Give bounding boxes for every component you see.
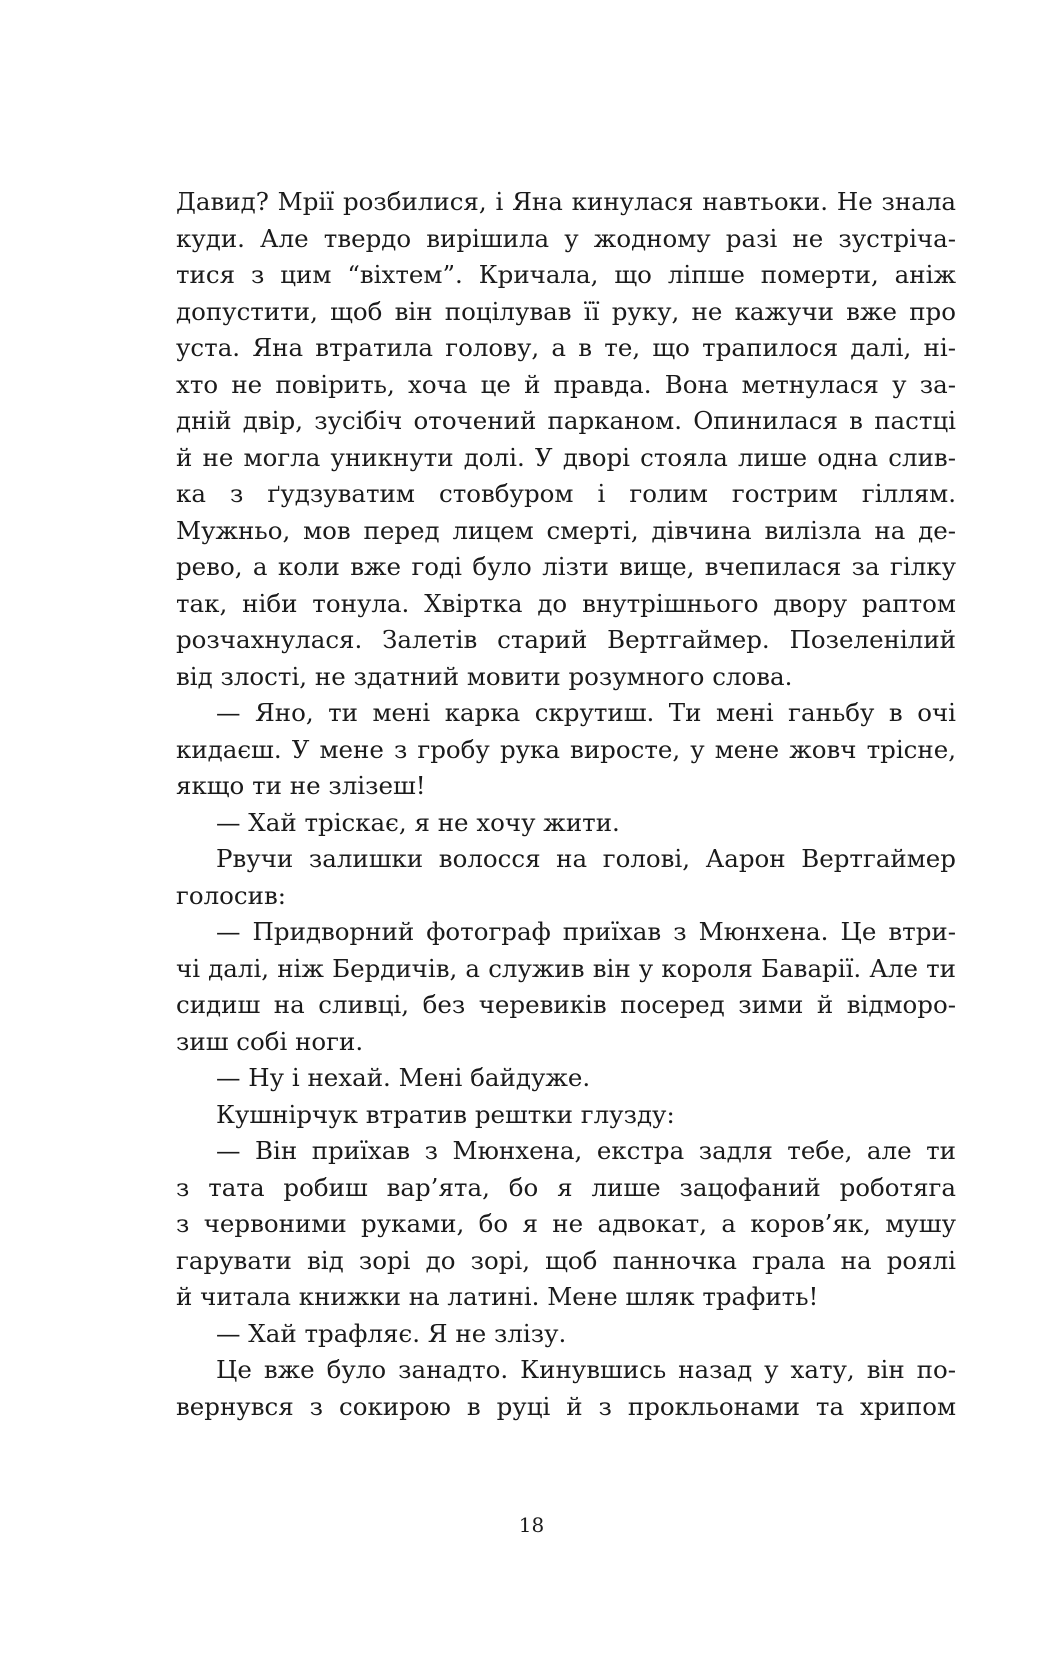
text-line: зиш собі ноги. bbox=[176, 1026, 364, 1056]
text-line: з червоними руками, бо я не адвокат, а коров’як, мушу bbox=[176, 1209, 956, 1238]
text-line: чі далі, ніж Бердичів, а служив він у короля Баварії. Але ти bbox=[176, 953, 956, 983]
text-line: з тата робиш вар’ята, бо я лише зацофаний роботяга bbox=[176, 1172, 956, 1202]
text-line: Кушнірчук втратив рештки глузду: bbox=[216, 1099, 675, 1129]
text-line: ка з ґудзуватим стовбуром і голим гострим гіллям. bbox=[176, 479, 956, 508]
text-line: хто не повірить, хоча це й правда. Вона метнулася у за- bbox=[176, 369, 956, 399]
text-line: — Яно, ти мені карка скрутиш. Ти мені ганьбу в очі bbox=[216, 698, 956, 727]
text-line: розчахнулася. Залетів старий Вертгаймер. Позеленілий bbox=[176, 625, 956, 654]
body-text bbox=[176, 184, 956, 1425]
text-line: Мужньо, мов перед лицем смерті, дівчина вилізла на де- bbox=[176, 515, 956, 545]
page-number: 18 bbox=[518, 1513, 545, 1537]
text-line: якщо ти не злізеш! bbox=[176, 771, 426, 800]
text-line: куди. Але твердо вирішила у жодному разі не зустріча- bbox=[176, 223, 956, 253]
text-line: й не могла уникнути долі. У дворі стояла лише одна слив- bbox=[176, 442, 956, 472]
text-line: Рвучи залишки волосся на голові, Аарон Вертгаймер bbox=[216, 844, 956, 873]
text-line: — Він приїхав з Мюнхена, екстра задля тебе, але ти bbox=[216, 1136, 956, 1165]
text-line: — Придворний фотограф приїхав з Мюнхена. Це втри- bbox=[216, 917, 956, 946]
text-line: тися з цим “віхтем”. Кричала, що ліпше померти, аніж bbox=[176, 260, 956, 289]
text-line: дній двір, зусібіч оточений парканом. Опинилася в пастці bbox=[176, 406, 956, 435]
text-line: уста. Яна втратила голову, а в те, що трапилося далі, ні- bbox=[176, 333, 956, 362]
text-line: — Хай тріскає, я не хочу жити. bbox=[216, 807, 620, 837]
text-line: Давид? Мрії розбилися, і Яна кинулася навтьоки. Не знала bbox=[176, 187, 956, 216]
text-line: кидаєш. У мене з гробу рука виросте, у мене жовч трісне, bbox=[176, 734, 956, 764]
text-line: голосив: bbox=[176, 880, 286, 910]
text-line: від злості, не здатний мовити розумного слова. bbox=[176, 661, 793, 691]
text-line: Це вже було занадто. Кинувшись назад у хату, він по- bbox=[216, 1355, 956, 1384]
text-line: — Хай трафляє. Я не злізу. bbox=[216, 1318, 567, 1348]
text-line: гарувати від зорі до зорі, щоб панночка грала на роялі bbox=[176, 1245, 956, 1275]
text-line: сидиш на сливці, без черевиків посеред зими й відморо- bbox=[176, 990, 956, 1019]
text-line: вернувся з сокирою в руці й з прокльонами та хрипом bbox=[176, 1391, 956, 1421]
text-line: допустити, щоб він поцілував її руку, не кажучи вже про bbox=[176, 296, 956, 326]
text-line: так, ніби тонула. Хвіртка до внутрішнього двору раптом bbox=[176, 588, 956, 618]
text-line: — Ну і нехай. Мені байдуже. bbox=[216, 1063, 591, 1092]
text-line: рево, а коли вже годі було лізти вище, вчепилася за гілку bbox=[176, 552, 956, 581]
text-line: й читала книжки на латині. Мене шляк трафить! bbox=[176, 1282, 819, 1311]
